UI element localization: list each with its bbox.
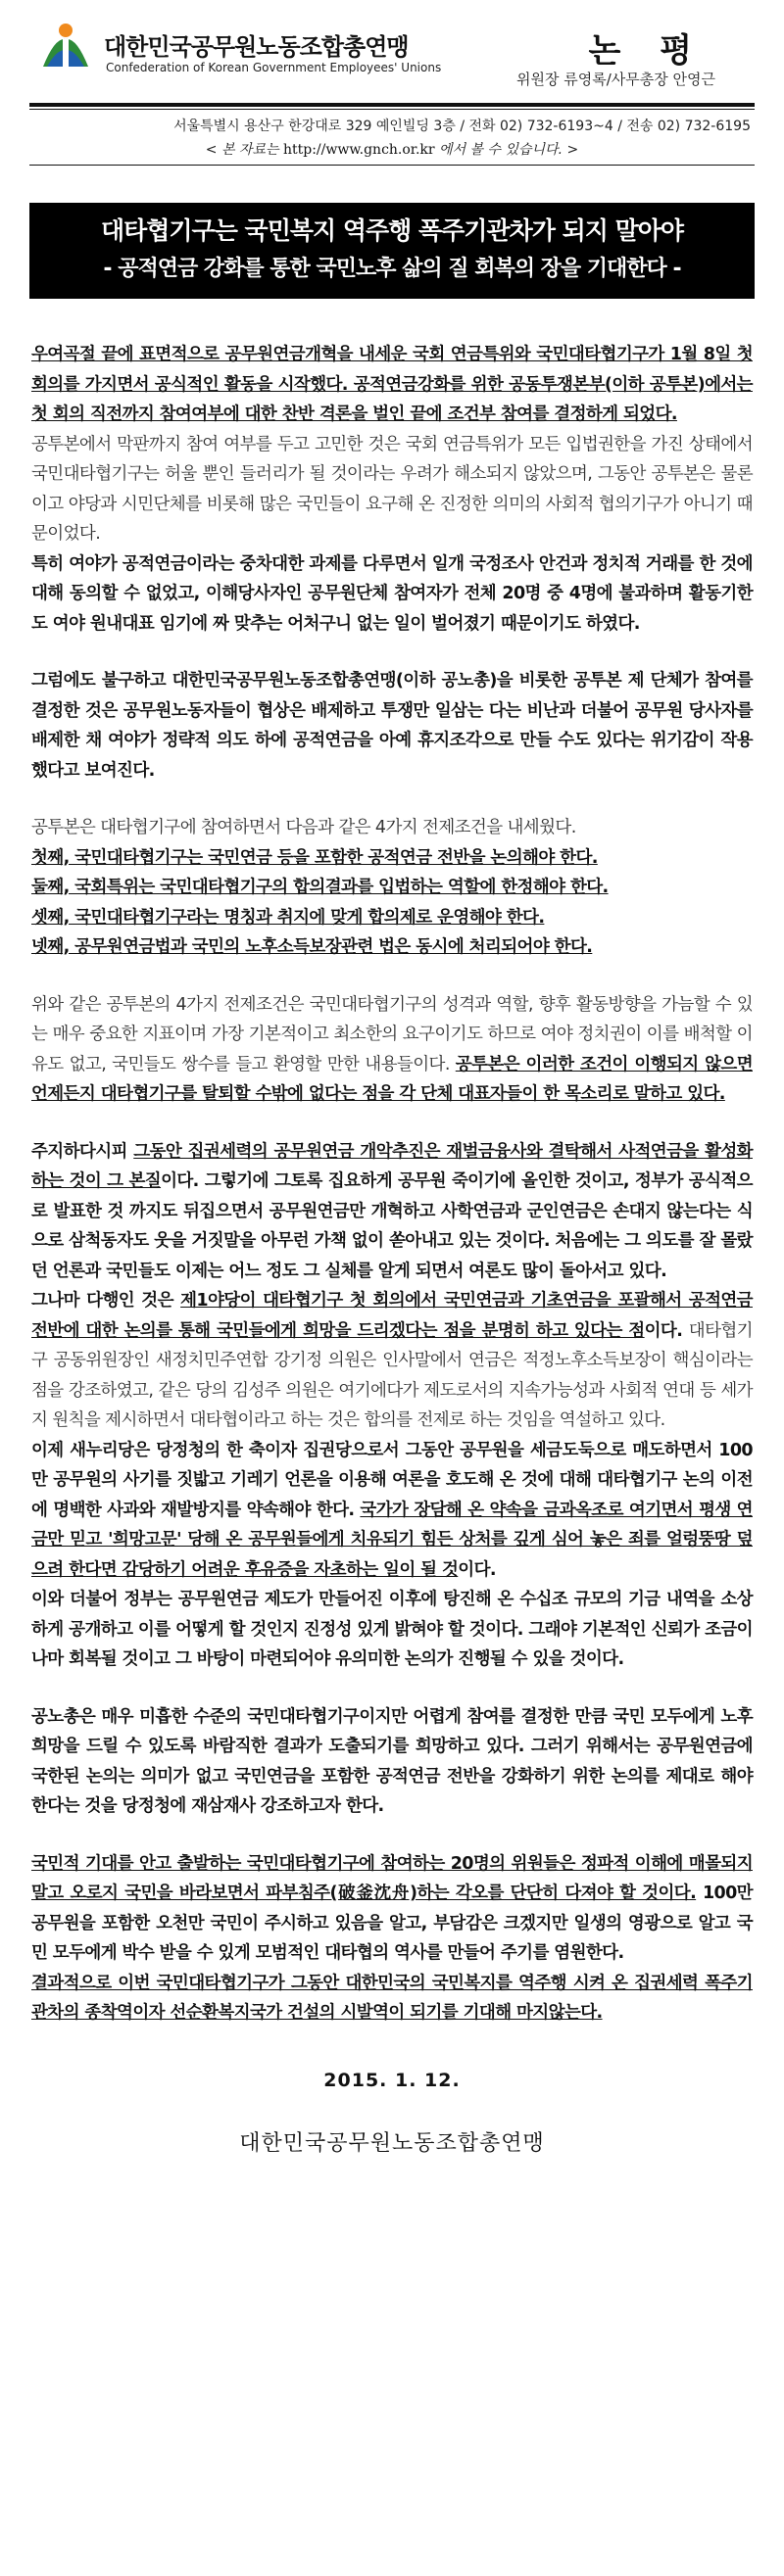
source-note: [29, 139, 755, 159]
footer-org-name: 대한민국공무원노동조합총연맹: [239, 2130, 545, 2156]
paragraph-12-emphasis: 국민적 기대를 안고 출발하는 국민대타협기구에 참여하는 20명의 위원들은 정파적 이해에 매몰되지 말고 오로지 국민을 바라보면서 파부침주(破釜沈舟)하는 각오를 단단히 다져야 할 것이다.: [31, 1853, 753, 1903]
paragraph-4: 그럼에도 불구하고 대한민국공무원노동조합총연맹(이하 공노총)을 비롯한 공투본 제 단체가 참여를 결정한 것은 공무원노동자들이 협상은 배제하고 투쟁만 일삼는 다는 비난과 더불어 공무원 당사자를 배제한 채 여야가 정략적 의도 하에 공적연금을 아예 휴지조각으로 만들 수도 있다는 위기감이 작용했다고 보여진다.: [31, 671, 753, 781]
paragraph-8-text: 대타협기구 공동위원장인 새정치민주연합 강기정 의원은 인사말에서 연금은 적정노후소득보장이 핵심이라는 점을 강조하였고, 같은 당의 김성주 의원은 여기에다가 제도로서의 지속가능성과 사회적 연대 등 세가지 원칙을 제시하면서 대타협이라고 하는 것은 합의를 전제로 하는 것임을 역설하고 있다.: [31, 1320, 753, 1430]
paragraph-1: 우여곡절 끝에 표면적으로 공무원연금개혁을 내세운 국회 연금특위와 국민대타협기구가 1월 8일 첫 회의를 가지면서 공식적인 활동을 시작했다. 공적연금강화를 위한 공동투쟁본부(이하 공투본)에서는 첫 회의 직전까지 참여여부에 대한 찬반 격론을 벌인 끝에 조건부 참여를 결정하게 되었다.: [31, 345, 753, 424]
source-suffix: 에서 볼 수 있습니다. >: [434, 142, 579, 158]
paragraph-6-emphasis: 공투본은 이러한 조건이 이행되지 않으면 언제든지 대타협기구를 탈퇴할 수밖에 없다는 점을 각 단체 대표자들이 한 목소리로 말하고 있다.: [31, 1054, 753, 1104]
paragraph-5: 공투본은 대타협기구에 참여하면서 다음과 같은 4가지 전제조건을 내세웠다.: [31, 818, 576, 837]
doc-type-label: 논 평: [588, 31, 706, 71]
org-name-ko: 대한민국공무원노동조합총연맹: [104, 33, 409, 61]
paragraph-7-text: 이다. 그렇기에 그토록 집요하게 공무원 죽이기에 올인한 것이고, 정부가 공식적으로 발표한 것 까지도 뒤집으면서 공무원연금만 개혁하고 사학연금과 군인연금은 손대지 않는다는 식으로 삼척동자도 웃을 거짓말을 아무런 가책 없이 쏟아내고 있는 것이다. 처음에는 그 의도를 잘 몰랐던 언론과 국민들도 이제는 어느 정도 그 실체를 알게 되면서 여론도 많이 돌아서고 있다.: [31, 1171, 753, 1281]
paragraph-11: 공노총은 매우 미흡한 수준의 국민대타협기구이지만 어렵게 참여를 결정한 만큼 국민 모두에게 노후 희망을 드릴 수 있도록 바람직한 결과가 도출되기를 희망하고 있다. 그러기 위해서는 공무원연금에 국한된 논의는 의미가 없고 국민연금을 포함한 공적연금 전반을 강화하기 위한 논의를 제대로 해야 한다는 것을 당정청에 재삼재사 강조하고자 한다.: [31, 1706, 753, 1816]
source-url-link[interactable]: http://www.gnch.or.kr: [282, 142, 435, 158]
letterhead: [29, 0, 755, 93]
paragraph-8-lead: 그나마 다행인 것은: [31, 1291, 181, 1311]
contact-address: 서울특별시 용산구 한강대로 329 예인빌딩 3층 / 전화 02) 732-6193~4 / 전송 02) 732-6195: [173, 119, 751, 134]
header-rule-thick: [29, 103, 755, 107]
title-sub: - 공적연금 강화를 통한 국민노후 삶의 질 회복의 장을 기대한다 -: [103, 257, 681, 281]
condition-1: 첫째, 국민대타협기구는 국민연금 등을 포함한 공적연금 전반을 논의해야 한다.: [31, 847, 598, 868]
paragraph-7: [31, 1137, 753, 1287]
condition-4: 넷째, 공무원연금법과 국민의 노후소득보장관련 법은 동시에 처리되어야 한다.: [31, 937, 593, 957]
issue-date: 2015. 1. 12.: [323, 2069, 461, 2091]
paragraph-13: 결과적으로 이번 국민대타협기구가 그동안 대한민국의 국민복지를 역주행 시켜 온 집권세력 폭주기관차의 종착역이자 선순환복지국가 건설의 시발역이 되기를 기대해 마지않는다.: [31, 1973, 753, 2023]
paragraph-9-emphasis: 국가가 장담해 온 약속을 금과옥조로 여기면서 평생 연금만 믿고 '희망고문' 당해 온 공무원들에게 치유되기 힘든 상처를 깊게 심어 놓은 죄를 얼렁뚱땅 덮으려 한다면 감당하기 어려운 후유증을 자초하는 일이 될 것: [31, 1500, 753, 1580]
source-prefix: < 본 자료는: [205, 142, 283, 158]
paragraph-9: [31, 1436, 753, 1586]
condition-3: 셋째, 국민대타협기구라는 명칭과 취지에 맞게 합의제로 운영해야 한다.: [31, 907, 545, 928]
paragraph-9-end: 이다.: [458, 1559, 496, 1580]
paragraph-9-text: 이제 새누리당은 당정청의 한 축이자 집권당으로서 그동안 공무원을 세금도둑으로 매도하면서 100만 공무원의 사기를 짓밟고 기레기 언론을 이용해 여론을 호도해 온 것에 대해 대타협기구 논의 이전에 명백한 사과와 재발방지를 약속해야 한다.: [31, 1440, 753, 1520]
paragraph-3: 특히 여야가 공적연금이라는 중차대한 과제를 다루면서 일개 국정조사 안건과 정치적 거래를 한 것에 대해 동의할 수 없었고, 이해당사자인 공무원단체 참여자가 전체 20명 중 4명에 불과하며 활동기한도 여야 원내대표 임기에 짜 맞추는 어처구니 없는 일이 벌어졌기 때문이기도 하였다.: [31, 553, 753, 634]
paragraph-6: [31, 990, 753, 1110]
paragraph-2: 공투본에서 막판까지 참여 여부를 두고 고민한 것은 국회 연금특위가 모든 입법권한을 가진 상태에서 국민대타협기구는 허울 뿐인 들러리가 될 것이라는 우려가 해소되지 않았으며, 그동안 공투본은 물론이고 야당과 시민단체를 비롯해 많은 국민들이 요구해 온 진정한 의미의 사회적 협의기구가 아니기 때문이었다.: [31, 434, 753, 544]
paragraph-8-emphasis: 제1야당이 대타협기구 첫 회의에서 국민연금과 기초연금을 포괄해서 공적연금 전반에 대한 논의를 통해 국민들에게 희망을 드리겠다는 점을 분명히 하고 있다는 점: [31, 1291, 753, 1341]
condition-2: 둘째, 국회특위는 국민대타협기구의 합의결과를 입법하는 역할에 한정해야 한다.: [31, 878, 609, 897]
paragraph-8: [31, 1286, 753, 1436]
paragraph-10: 이와 더불어 정부는 공무원연금 제도가 만들어진 이후에 탕진해 온 수십조 규모의 기금 내역을 소상하게 공개하고 이를 어떻게 할 것인지 진정성 있게 밝혀야 할 것이다. 그래야 기본적인 신뢰가 조금이나마 회복될 것이고 그 바탕이 마련되어야 유의미한 논의가 진행될 수 있을 것이다.: [31, 1590, 753, 1669]
org-name-en: Confederation of Korean Government Employees' Unions: [106, 61, 442, 74]
paragraph-7-lead: 주지하다시피: [31, 1141, 134, 1162]
statement-body: [29, 340, 755, 2028]
paragraph-12: [31, 1849, 753, 1969]
signers: 위원장 류영록/사무총장 안영근: [516, 71, 715, 88]
title-main: 대타협기구는 국민복지 역주행 폭주기관차가 되지 말아야: [100, 216, 684, 245]
paragraph-12-text: 100만 공무원을 포함한 오천만 국민이 주시하고 있음을 알고, 부담감은 크겠지만 일생의 영광으로 알고 국민 모두에게 박수 받을 수 있게 모범적인 대타협의 역사를 만들어 주기를 염원한다.: [31, 1884, 753, 1963]
paragraph-6-text: 위와 같은 공투본의 4가지 전제조건은 국민대타협기구의 성격과 역할, 향후 활동방향을 가늠할 수 있는 매우 중요한 지표이며 가장 기본적이고 최소한의 요구이기도 하므로 여야 정치권이 이를 배척할 이유도 없고, 국민들도 쌍수를 들고 환영할 만한 내용들이다.: [31, 994, 753, 1074]
union-logo-icon: [37, 18, 94, 74]
paragraph-8-mid: 이다.: [644, 1320, 689, 1341]
paragraph-7-emphasis: 그동안 집권세력의 공무원연금 개악추진은 재벌금융사와 결탁해서 사적연금을 활성화하는 것이 그 본질: [31, 1141, 753, 1191]
header-rule-thin: [29, 109, 755, 110]
header-rule-bottom: [29, 165, 755, 166]
title-box: [29, 203, 755, 299]
